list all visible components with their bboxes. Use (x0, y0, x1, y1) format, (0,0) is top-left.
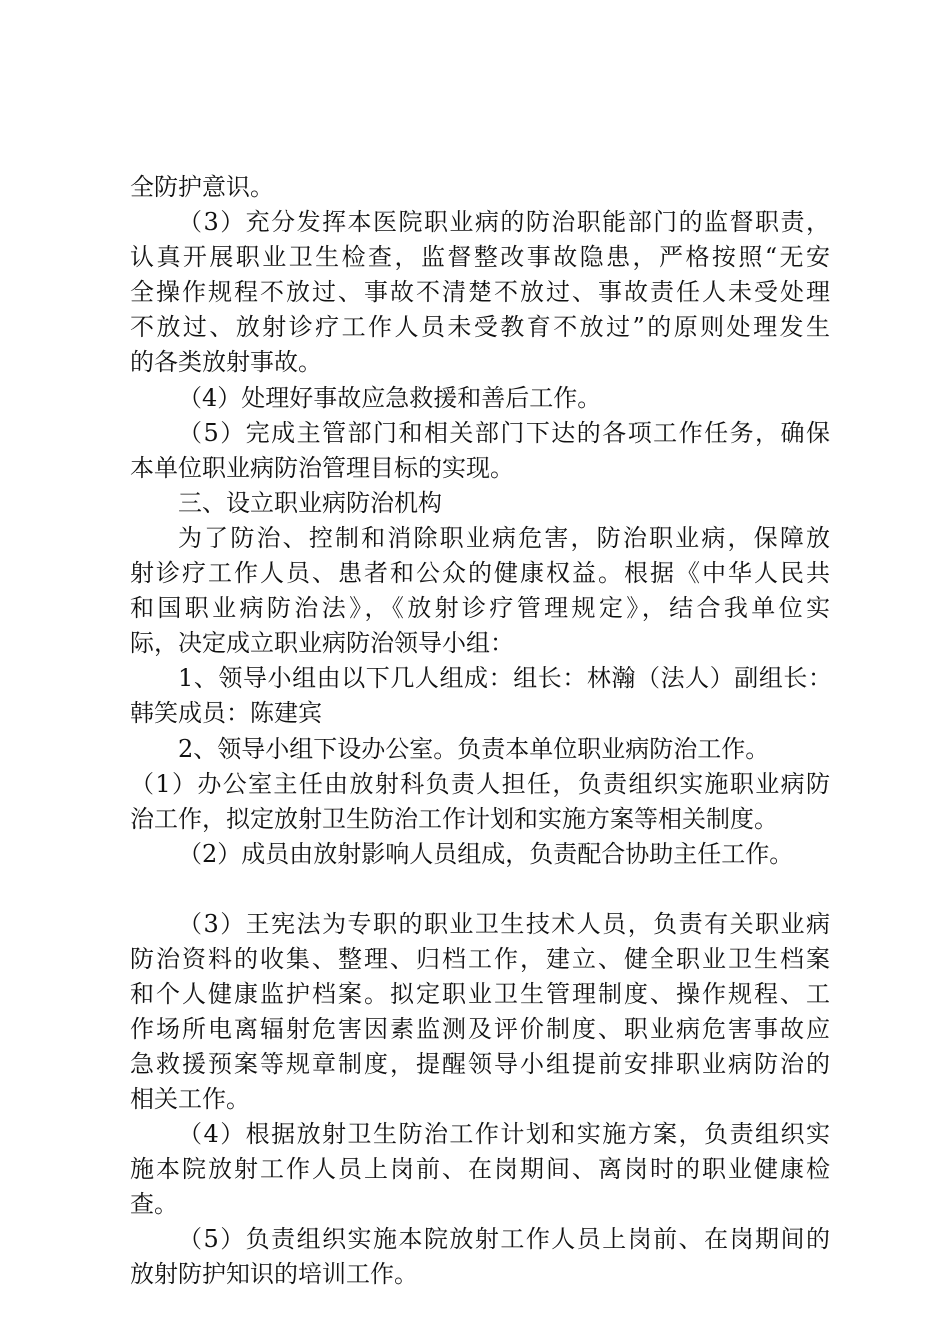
text-line: 查。 (130, 1190, 178, 1218)
text-line: 作场所电离辐射危害因素监测及评价制度、职业病危害事故应 (130, 1015, 830, 1043)
text-line: （4）根据放射卫生防治工作计划和实施方案，负责组织实 (178, 1120, 830, 1148)
text-line: 不放过、放射诊疗工作人员未受教育不放过”的原则处理发生 (130, 313, 830, 341)
text-line: （5）完成主管部门和相关部门下达的各项工作任务，确保 (178, 419, 830, 447)
text-line: 放射防护知识的培训工作。 (130, 1260, 418, 1288)
text-line: 认真开展职业卫生检查，监督整改事故隐患，严格按照“无安 (130, 243, 830, 271)
text-line: 急救援预案等规章制度，提醒领导小组提前安排职业病防治的 (130, 1050, 830, 1078)
text-line: 和个人健康监护档案。拟定职业卫生管理制度、操作规程、工 (130, 980, 830, 1008)
text-line: 1、领导小组由以下几人组成：组长：林瀚（法人）副组长： (178, 664, 832, 692)
text-line: 的各类放射事故。 (130, 348, 322, 376)
text-line: （3）王宪法为专职的职业卫生技术人员，负责有关职业病 (178, 910, 830, 938)
text-line: 全操作规程不放过、事故不清楚不放过、事故责任人未受处理 (130, 278, 830, 306)
text-line: （4）处理好事故应急救援和善后工作。 (178, 384, 602, 412)
text-line: 2、领导小组下设办公室。负责本单位职业病防治工作。 (178, 735, 770, 763)
text-line: 全防护意识。 (130, 173, 274, 201)
text-line: 和国职业病防治法》，《放射诊疗管理规定》，结合我单位实 (130, 594, 830, 622)
text-line: （3）充分发挥本医院职业病的防治职能部门的监督职责， (178, 208, 830, 236)
text-line: （2）成员由放射影响人员组成，负责配合协助主任工作。 (178, 840, 794, 868)
text-line: 防治资料的收集、整理、归档工作，建立、健全职业卫生档案 (130, 945, 830, 973)
text-line: 本单位职业病防治管理目标的实现。 (130, 454, 514, 482)
text-line: 治工作，拟定放射卫生防治工作计划和实施方案等相关制度。 (130, 805, 778, 833)
text-line: （5）负责组织实施本院放射工作人员上岗前、在岗期间的 (178, 1225, 830, 1253)
text-line: 韩笑成员：陈建宾 (130, 699, 322, 727)
text-line: 相关工作。 (130, 1085, 250, 1113)
text-line: 际，决定成立职业病防治领导小组： (130, 629, 514, 657)
text-line: 施本院放射工作人员上岗前、在岗期间、离岗时的职业健康检 (130, 1155, 830, 1183)
text-line: （1）办公室主任由放射科负责人担任，负责组织实施职业病防 (130, 770, 830, 798)
text-line: 射诊疗工作人员、患者和公众的健康权益。根据《中华人民共 (130, 559, 830, 587)
section-heading: 三、设立职业病防治机构 (178, 489, 442, 517)
text-line: 为了防治、控制和消除职业病危害，防治职业病，保障放 (178, 524, 830, 552)
